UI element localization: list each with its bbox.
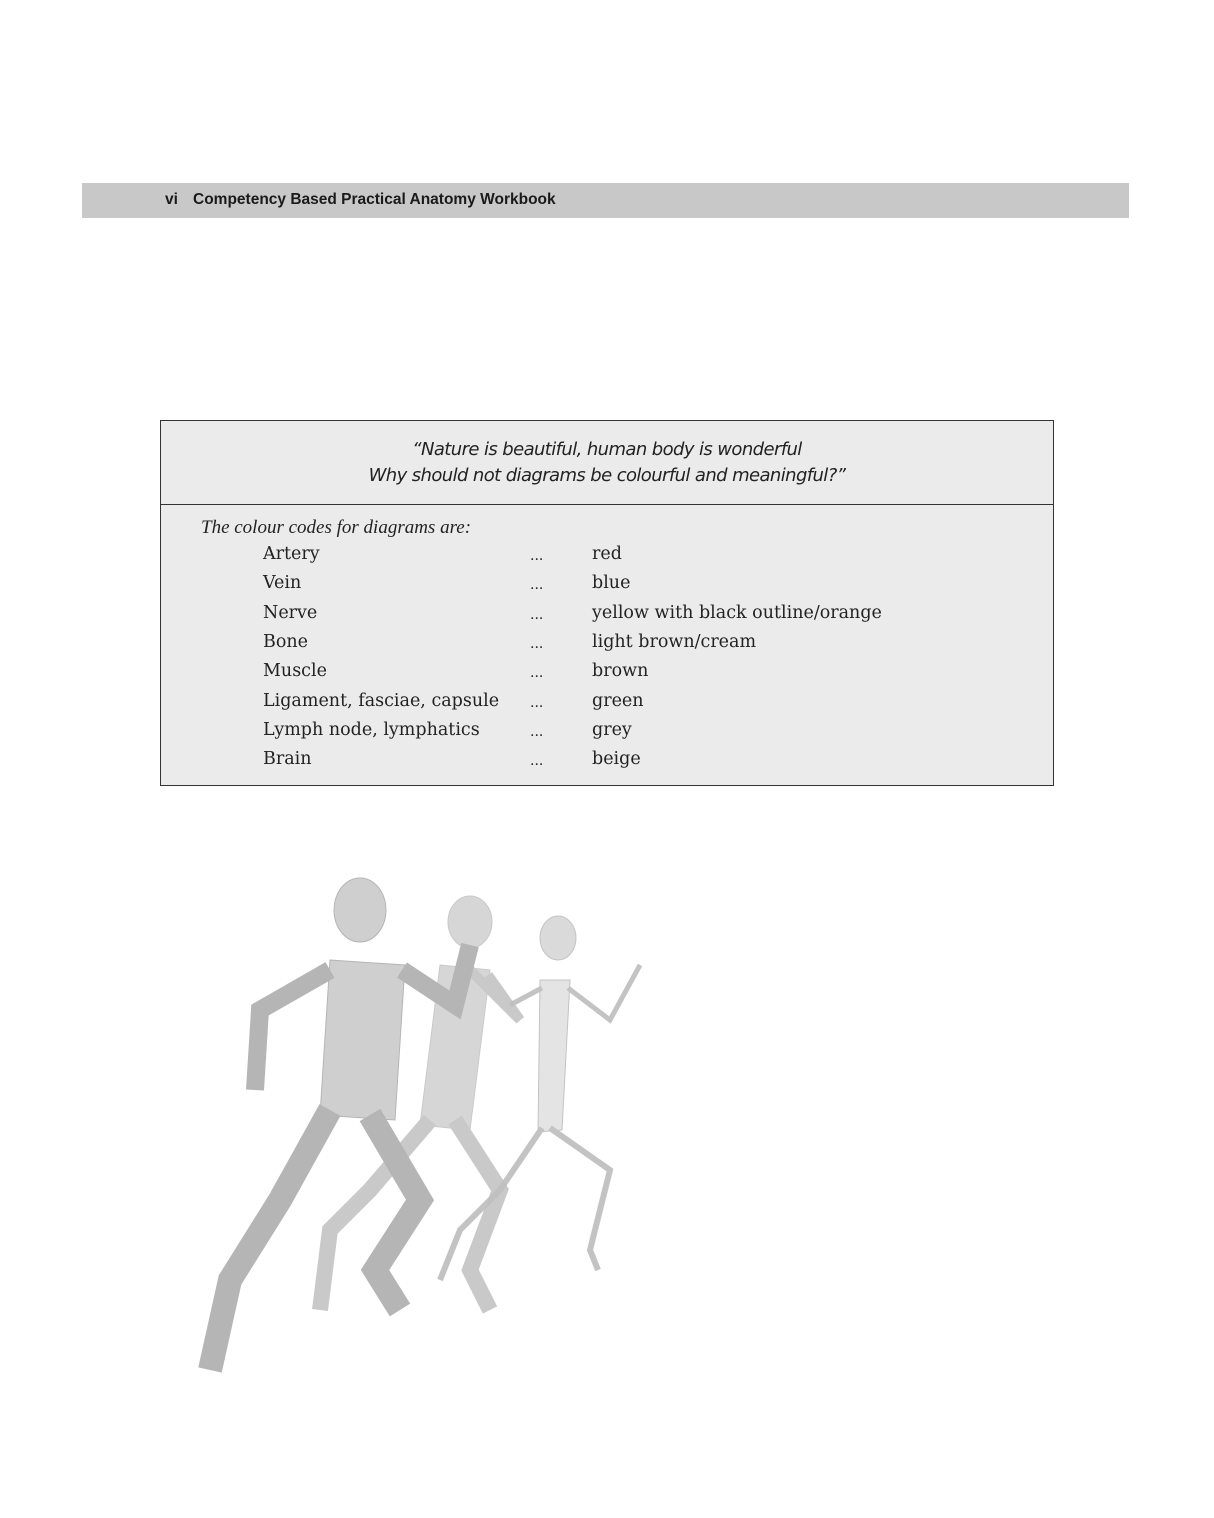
colour-code-row [161,749,1053,778]
quote [161,421,1053,505]
running-anatomy-figures-illustration [170,870,660,1390]
page-number: vi [165,191,178,208]
structure-name: Brain [263,749,312,770]
colour-code-row [161,632,1053,661]
separator-dots: ... [530,635,544,652]
colour-code-row [161,691,1053,720]
structure-name: Artery [263,544,320,564]
colour-value: red [592,544,622,564]
colour-codes-intro: The colour codes for diagrams are: [201,517,472,538]
separator-dots: ... [530,665,544,682]
colour-code-row [161,544,1053,573]
structure-name: Bone [263,631,309,652]
colour-code-box [160,420,1054,786]
colour-code-row [161,720,1053,749]
colour-value: beige [592,749,641,770]
structure-name: Ligament, fasciae, capsule [263,690,500,711]
book-title: Competency Based Practical Anatomy Workbook [193,191,556,208]
separator-dots: ... [530,548,544,564]
structure-name: Lymph node, lymphatics [263,719,480,740]
colour-code-row [161,573,1053,602]
colour-code-row [161,661,1053,690]
separator-dots: ... [530,606,544,623]
colour-value: grey [592,719,632,740]
separator-dots: ... [530,694,544,711]
quote-line-1: “Nature is beautiful, human body is wonderful [412,439,802,460]
structure-name: Nerve [263,602,318,623]
colour-value: blue [592,573,631,594]
colour-value: green [592,690,644,711]
colour-code-row [161,603,1053,632]
separator-dots: ... [530,723,544,740]
structure-name: Vein [263,573,302,594]
colour-value: brown [592,661,649,682]
quote-line-2: Why should not diagrams be colourful and meaningful?” [368,465,846,486]
separator-dots: ... [530,753,544,770]
separator-dots: ... [530,577,544,594]
running-header [82,183,1129,218]
structure-name: Muscle [263,661,327,682]
colour-value: yellow with black outline/orange [592,602,882,623]
colour-value: light brown/cream [592,631,757,652]
